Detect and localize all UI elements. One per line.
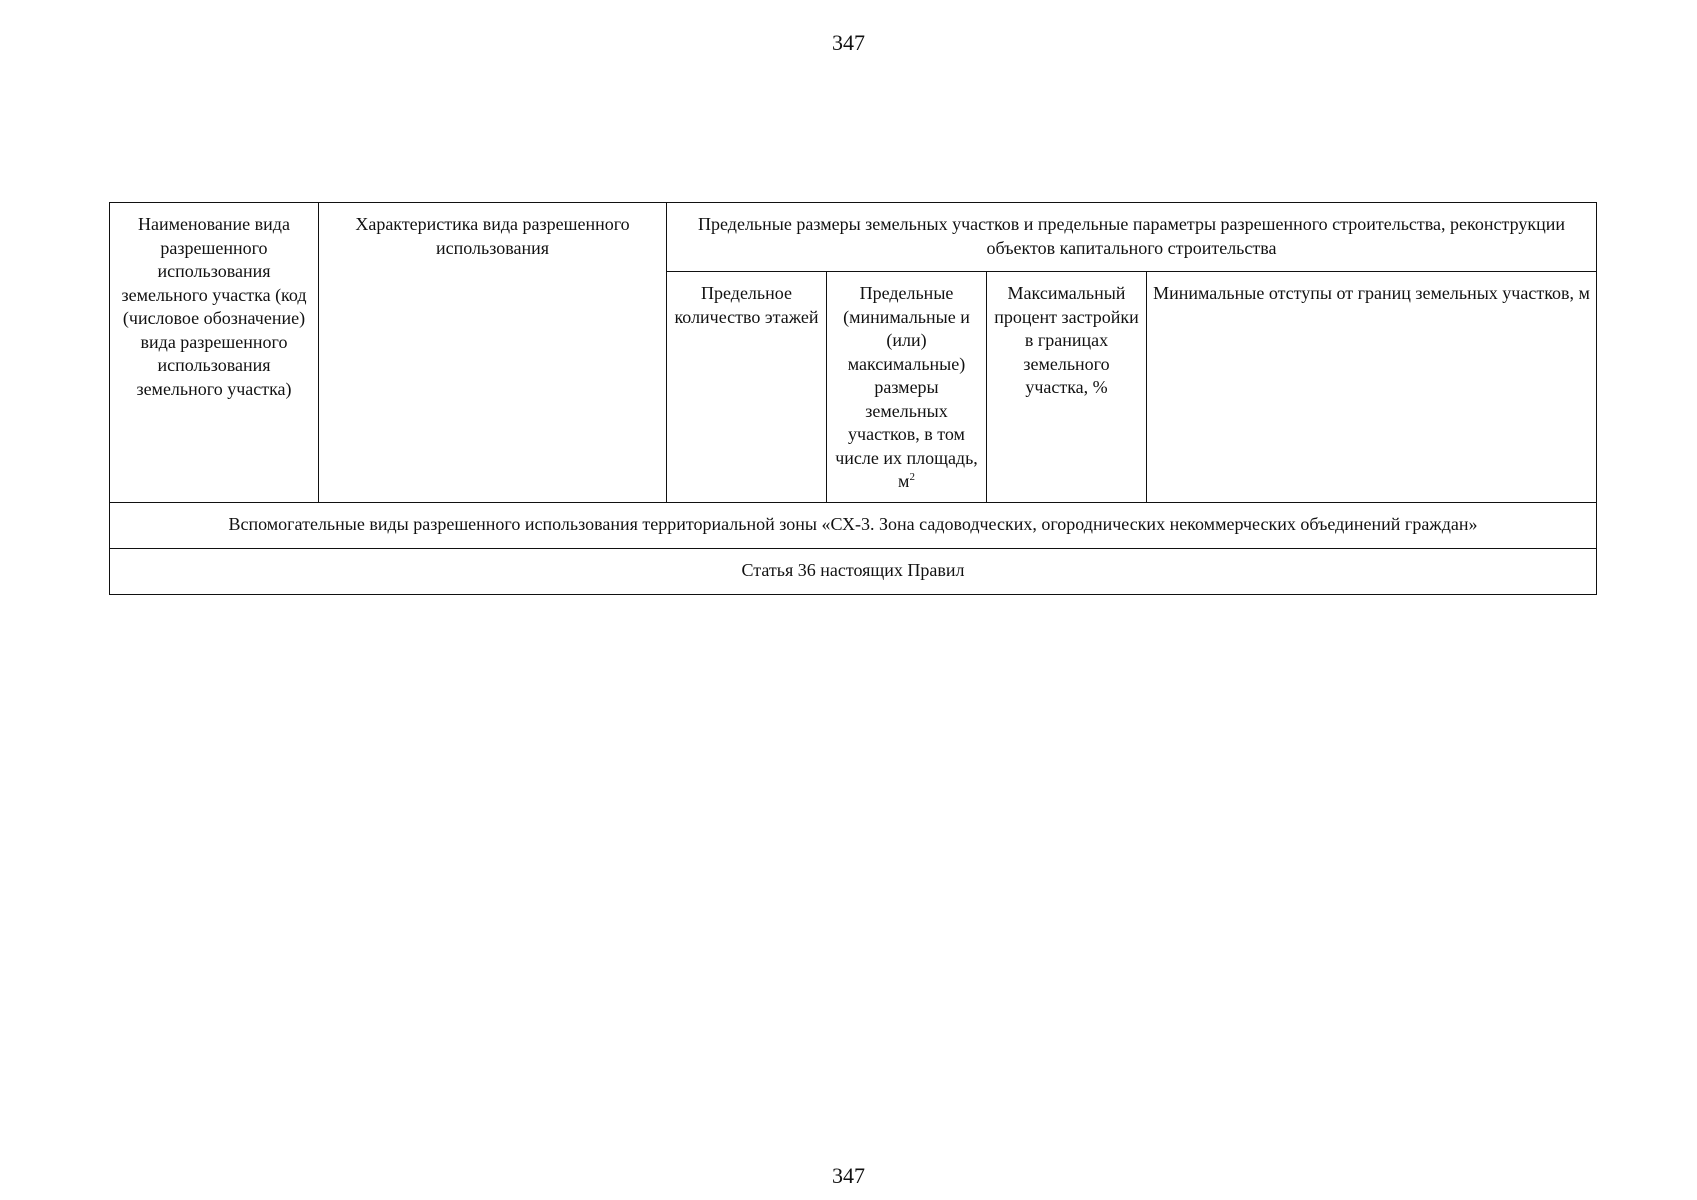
note-cell: Статья 36 настоящих Правил: [110, 549, 1597, 595]
table-row: [110, 549, 1597, 595]
page-number-bottom: 347: [832, 1163, 865, 1188]
header-limit-parameters-group: Предельные размеры земельных участков и предельные параметры разрешенного строительства, реконструкции объектов капитального строительства: [667, 203, 1597, 272]
table-section-row: [110, 503, 1597, 549]
header-max-floors: Предельное количество этажей: [667, 272, 827, 503]
header-min-setbacks: Минимальные отступы от границ земельных участков, м: [1147, 272, 1597, 503]
header-land-use-characteristic: Характеристика вида разрешенного использования: [319, 203, 667, 503]
header-plot-size: [827, 272, 987, 503]
table-header-row: [110, 203, 1597, 272]
land-use-table: [109, 202, 1597, 595]
header-plot-size-text: Предельные (минимальные и (или) максимальные) размеры земельных участков, в том числе их площадь, м: [835, 283, 978, 491]
header-land-use-name: Наименование вида разрешенного использования земельного участка (код (числовое обозначение) вида разрешенного использования земельного участка): [110, 203, 319, 503]
header-plot-size-sup: 2: [909, 471, 915, 483]
page-number-top: 347: [832, 30, 865, 55]
section-title: Вспомогательные виды разрешенного использования территориальной зоны «СХ-3. Зона садоводческих, огороднических некоммерческих объединений граждан»: [110, 503, 1597, 549]
header-max-building-percent: Максимальный процент застройки в границах земельного участка, %: [987, 272, 1147, 503]
